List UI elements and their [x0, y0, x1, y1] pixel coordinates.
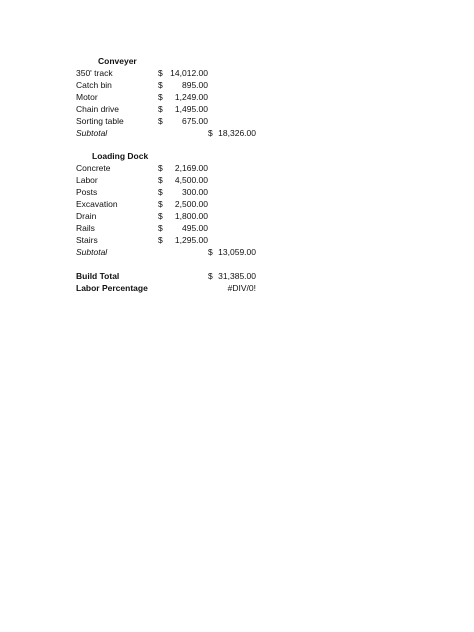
dock-row-rails — [76, 222, 276, 234]
item-amount: 300.00 — [182, 187, 208, 197]
currency-symbol: $ — [158, 104, 163, 114]
item-amount: 495.00 — [182, 223, 208, 233]
conveyor-row-sorting-table — [76, 115, 276, 127]
currency-symbol: $ — [158, 175, 163, 185]
subtotal-label: Subtotal — [76, 247, 108, 257]
build-total-amount: 31,385.00 — [218, 271, 256, 281]
currency-symbol: $ — [208, 247, 213, 257]
conveyor-row-chain-drive — [76, 103, 276, 115]
item-label: Stairs — [76, 235, 98, 245]
dock-row-concrete — [76, 162, 276, 174]
item-label: Posts — [76, 187, 98, 197]
labor-percentage-value: #DIV/0! — [227, 283, 256, 293]
dock-row-excavation — [76, 198, 276, 210]
conveyor-subtotal-row — [76, 127, 276, 139]
item-label: 350' track — [76, 68, 113, 78]
item-label: Concrete — [76, 163, 111, 173]
subtotal-amount: 18,326.00 — [218, 128, 256, 138]
labor-percentage-row — [76, 282, 276, 294]
item-amount: 2,500.00 — [174, 199, 208, 209]
item-amount: 1,295.00 — [174, 235, 208, 245]
item-label: Drain — [76, 211, 97, 221]
dock-row-labor — [76, 174, 276, 186]
build-total-label: Build Total — [76, 271, 120, 281]
build-total-row — [76, 270, 276, 282]
item-label: Catch bin — [76, 80, 112, 90]
conveyor-title: Conveyer — [98, 56, 137, 66]
currency-symbol: $ — [208, 128, 213, 138]
conveyor-row-catch-bin — [76, 79, 276, 91]
currency-symbol: $ — [158, 163, 163, 173]
currency-symbol: $ — [158, 235, 163, 245]
loading-dock-title: Loading Dock — [92, 151, 149, 161]
currency-symbol: $ — [158, 116, 163, 126]
conveyor-row-motor — [76, 91, 276, 103]
currency-symbol: $ — [158, 199, 163, 209]
item-label: Sorting table — [76, 116, 124, 126]
currency-symbol: $ — [158, 223, 163, 233]
dock-row-stairs — [76, 234, 276, 246]
currency-symbol: $ — [158, 187, 163, 197]
item-label: Excavation — [76, 199, 118, 209]
dock-subtotal-row — [76, 246, 276, 258]
item-amount: 4,500.00 — [174, 175, 208, 185]
item-amount: 14,012.00 — [170, 68, 208, 78]
currency-symbol: $ — [158, 68, 163, 78]
item-amount: 1,800.00 — [174, 211, 208, 221]
item-label: Chain drive — [76, 104, 119, 114]
dock-row-posts — [76, 186, 276, 198]
conveyor-row-track — [76, 67, 276, 79]
item-label: Rails — [76, 223, 95, 233]
labor-percentage-label: Labor Percentage — [76, 283, 148, 293]
currency-symbol: $ — [208, 271, 213, 281]
dock-row-drain — [76, 210, 276, 222]
item-label: Motor — [76, 92, 98, 102]
item-amount: 1,495.00 — [174, 104, 208, 114]
subtotal-label: Subtotal — [76, 128, 108, 138]
item-amount: 675.00 — [182, 116, 208, 126]
subtotal-amount: 13,059.00 — [218, 247, 256, 257]
item-amount: 895.00 — [182, 80, 208, 90]
currency-symbol: $ — [158, 92, 163, 102]
item-label: Labor — [76, 175, 98, 185]
item-amount: 2,169.00 — [174, 163, 208, 173]
item-amount: 1,249.00 — [174, 92, 208, 102]
currency-symbol: $ — [158, 211, 163, 221]
currency-symbol: $ — [158, 80, 163, 90]
